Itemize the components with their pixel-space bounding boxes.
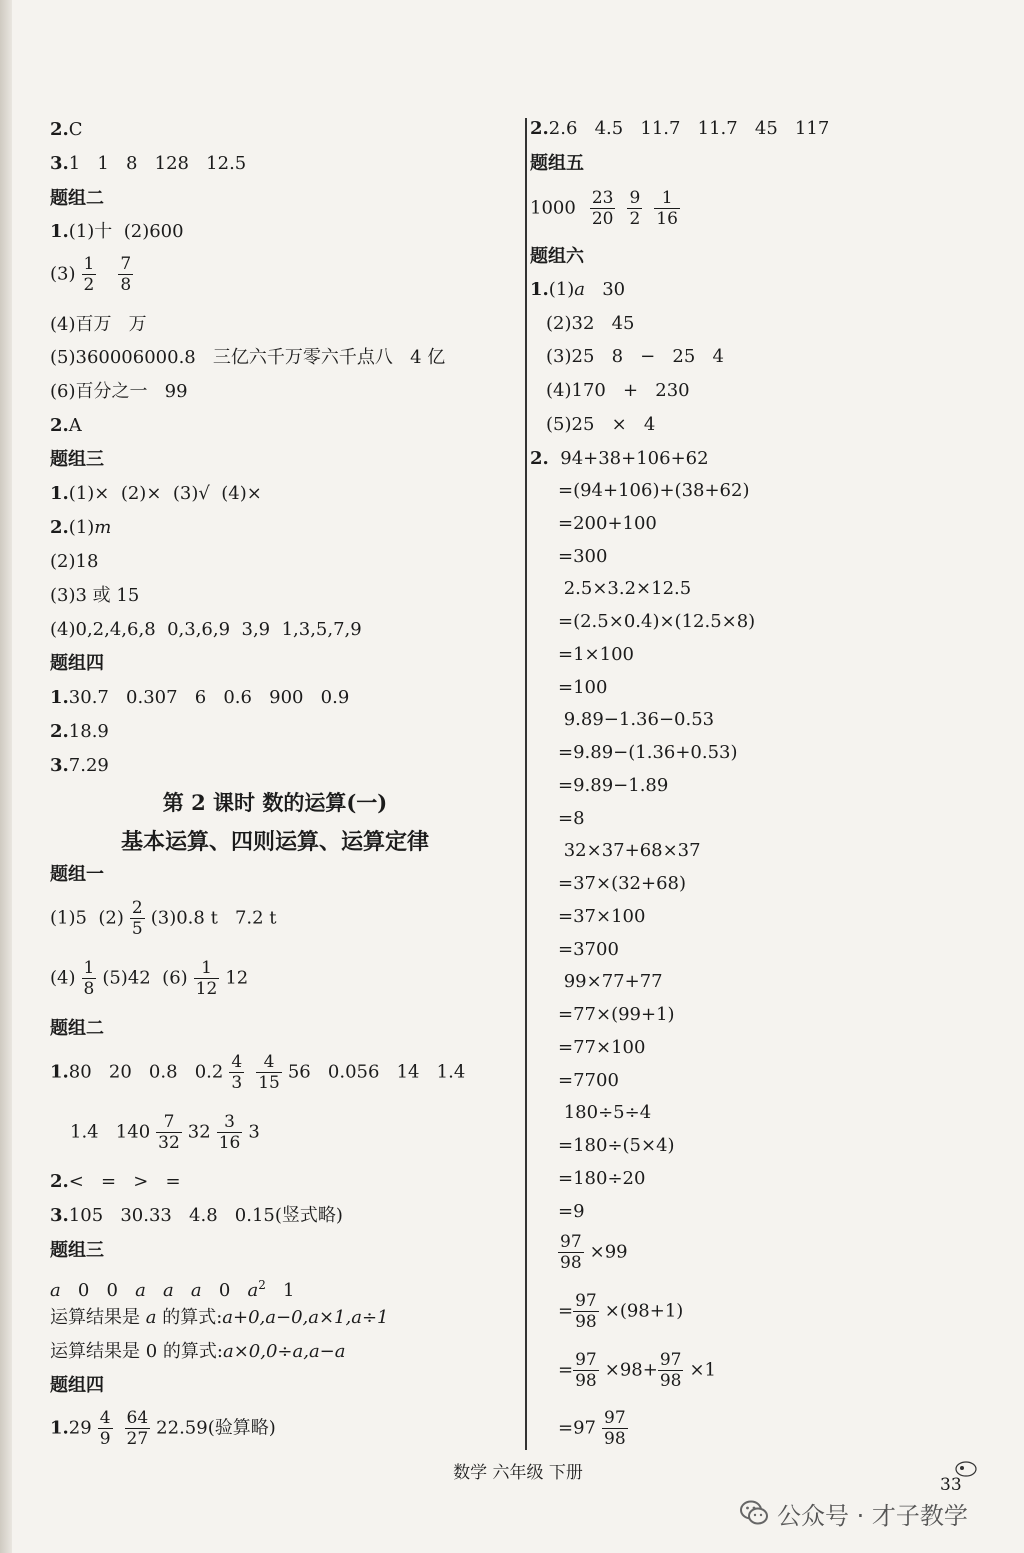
fraction: $\frac{23}{20}$ (591, 188, 614, 229)
fraction: $\frac{97}{98}$ (560, 1232, 582, 1273)
fraction: $\frac{9}{2}$ (629, 188, 641, 229)
lesson-title: 第 2 课时 数的运算(一) (162, 790, 388, 815)
calc-line: $\frac{97}{98}$ ×99 (560, 1232, 628, 1273)
answer-line: 3.105 30.33 4.8 0.15(竖式略) (50, 1205, 343, 1226)
calc-line: =180÷(5×4) (558, 1135, 675, 1156)
answer-line: 运算结果是 0 的算式:a×0,0÷a,a−a (50, 1341, 346, 1362)
calc-line: 32×37+68×37 (558, 840, 701, 862)
page-number: 33 (940, 1475, 962, 1495)
calc-line: =300 (558, 545, 608, 567)
answer-line: 1.(1)a 30 (530, 279, 626, 300)
fraction: $\frac{97}{98}$ (575, 1350, 597, 1391)
answer-line: (3)25 8 − 25 4 (546, 346, 724, 367)
answer-line: 2.< = > = (50, 1171, 181, 1192)
group-heading: 题组四 (50, 653, 104, 674)
calc-line: =200+100 (558, 512, 657, 534)
answer-line: 3.7.29 (50, 755, 109, 776)
answer-line: 1.30.7 0.307 6 0.6 900 0.9 (50, 687, 350, 708)
answer-line: (5)360006000.8 三亿六千万零六千点八 4 亿 (50, 347, 446, 368)
fraction: $\frac{1}{12}$ (195, 958, 218, 999)
answer-line: 1.(1)× (2)× (3)√ (4)× (50, 483, 262, 504)
group-heading: 题组三 (50, 1240, 104, 1261)
calc-line: =97 $\frac{97}{98}$ (558, 1408, 626, 1449)
answer-line: 2.C (50, 119, 83, 140)
calc-line: 2.5×3.2×12.5 (558, 578, 692, 600)
fraction: $\frac{97}{98}$ (604, 1408, 626, 1449)
calc-line: =3700 (558, 938, 619, 960)
fraction: $\frac{1}{16}$ (656, 188, 678, 229)
answer-line: 运算结果是 a 的算式:a+0,a−0,a×1,a÷1 (50, 1307, 389, 1328)
answer-line: (3)3 或 15 (50, 585, 140, 606)
answer-line: 1.4 140 $\frac{7}{32}$ 32 $\frac{3}{16}$ 3 (70, 1112, 260, 1153)
fraction: $\frac{4}{3}$ (231, 1052, 243, 1093)
answer-line: 1.80 20 0.8 0.2 $\frac{4}{3}$ $\frac{4}{15}$ 56 0.056 14 1.4 (50, 1052, 466, 1093)
fraction: $\frac{7}{8}$ (120, 254, 132, 295)
group-heading: 题组一 (50, 864, 104, 885)
calc-line: = $\frac{97}{98}$ ×98+ $\frac{97}{98}$ ×1 (558, 1350, 716, 1391)
answer-line: 2.A (50, 415, 82, 436)
fraction: $\frac{7}{32}$ (158, 1112, 180, 1153)
fraction: $\frac{4}{9}$ (99, 1408, 111, 1449)
calc-line: =9.89−1.89 (558, 774, 669, 796)
answer-line: 2.18.9 (50, 721, 109, 742)
calc-line: =8 (558, 807, 585, 829)
answer-line: 2.2.6 4.5 11.7 11.7 45 117 (530, 118, 830, 139)
group-heading: 题组三 (50, 449, 104, 470)
group-heading: 题组二 (50, 188, 104, 209)
answer-line: (1)5 (2) $\frac{2}{5}$ (3)0.8 t 7.2 t (50, 898, 277, 939)
page-spine-shadow (0, 0, 12, 1553)
watermark-text: 公众号 · 才子教学 (777, 1501, 968, 1530)
calc-line: =77×(99+1) (558, 1004, 675, 1025)
answer-line: 1.29 $\frac{4}{9}$ $\frac{64}{27}$ 22.59(验算略) (50, 1408, 276, 1449)
calc-line: 9.89−1.36−0.53 (558, 709, 715, 731)
group-heading: 题组五 (530, 153, 584, 174)
calc-line: = $\frac{97}{98}$ ×(98+1) (558, 1291, 684, 1332)
calc-line: =7700 (558, 1069, 619, 1091)
group-heading: 题组二 (50, 1018, 104, 1039)
fraction: $\frac{2}{5}$ (131, 898, 143, 939)
group-heading: 题组四 (50, 1375, 104, 1396)
fraction: $\frac{1}{2}$ (83, 254, 95, 295)
answer-line: 3.1 1 8 128 12.5 (50, 153, 247, 174)
calc-line: =(2.5×0.4)×(12.5×8) (558, 611, 756, 632)
answer-line: (2)18 (50, 551, 99, 572)
calc-line: =1×100 (558, 643, 634, 665)
answer-line: 2.(1)m (50, 517, 112, 538)
answer-page (12, 0, 1024, 1553)
lesson-subtitle: 基本运算、四则运算、运算定律 (120, 829, 429, 855)
watermark (739, 1495, 968, 1531)
column-divider (525, 118, 527, 1450)
calc-line: =9.89−(1.36+0.53) (558, 742, 738, 763)
answer-line: (3) $\frac{1}{2}$ $\frac{7}{8}$ (50, 254, 132, 295)
answer-line: (6)百分之一 99 (50, 381, 188, 402)
answer-line: (2)32 45 (546, 313, 635, 334)
calc-line: =(94+106)+(38+62) (558, 480, 750, 501)
calc-line: 99×77+77 (558, 971, 663, 993)
answer-line: (4)170 + 230 (546, 380, 690, 401)
calc-line: =9 (558, 1200, 585, 1222)
answer-line: (4)0,2,4,6,8 0,3,6,9 3,9 1,3,5,7,9 (50, 619, 362, 640)
answer-line: (5)25 × 4 (546, 414, 656, 435)
wechat-icon (739, 1499, 769, 1527)
fraction: $\frac{4}{15}$ (258, 1052, 280, 1093)
answer-line: (4) $\frac{1}{8}$ (5)42 (6) $\frac{1}{12}$ 12 (50, 958, 249, 999)
answer-line: a 0 0 a a a 0 $a^2$ 1 (50, 1278, 295, 1301)
calc-line: =180÷20 (558, 1167, 646, 1189)
calc-line: =37×(32+68) (558, 873, 687, 894)
group-heading: 题组六 (530, 246, 584, 267)
fraction: $\frac{97}{98}$ (575, 1291, 597, 1332)
answer-line: 2. 94+38+106+62 (530, 448, 709, 469)
fraction: $\frac{64}{27}$ (126, 1408, 149, 1449)
answer-line: 1.(1)十 (2)600 (50, 221, 184, 242)
calc-line: 180÷5÷4 (558, 1102, 652, 1124)
calc-line: =100 (558, 676, 608, 698)
page-footer: 数学 六年级 下册 (453, 1463, 583, 1483)
calc-line: =37×100 (558, 905, 646, 927)
fraction: $\frac{1}{8}$ (83, 958, 95, 999)
calc-line: =77×100 (558, 1036, 646, 1058)
answer-line: (4)百万 万 (50, 314, 147, 335)
fraction: $\frac{97}{98}$ (659, 1350, 682, 1391)
answer-line: 1000 $\frac{23}{20}$ $\frac{9}{2}$ $\frac{1}{16}$ (530, 188, 678, 229)
fraction: $\frac{3}{16}$ (218, 1112, 241, 1153)
